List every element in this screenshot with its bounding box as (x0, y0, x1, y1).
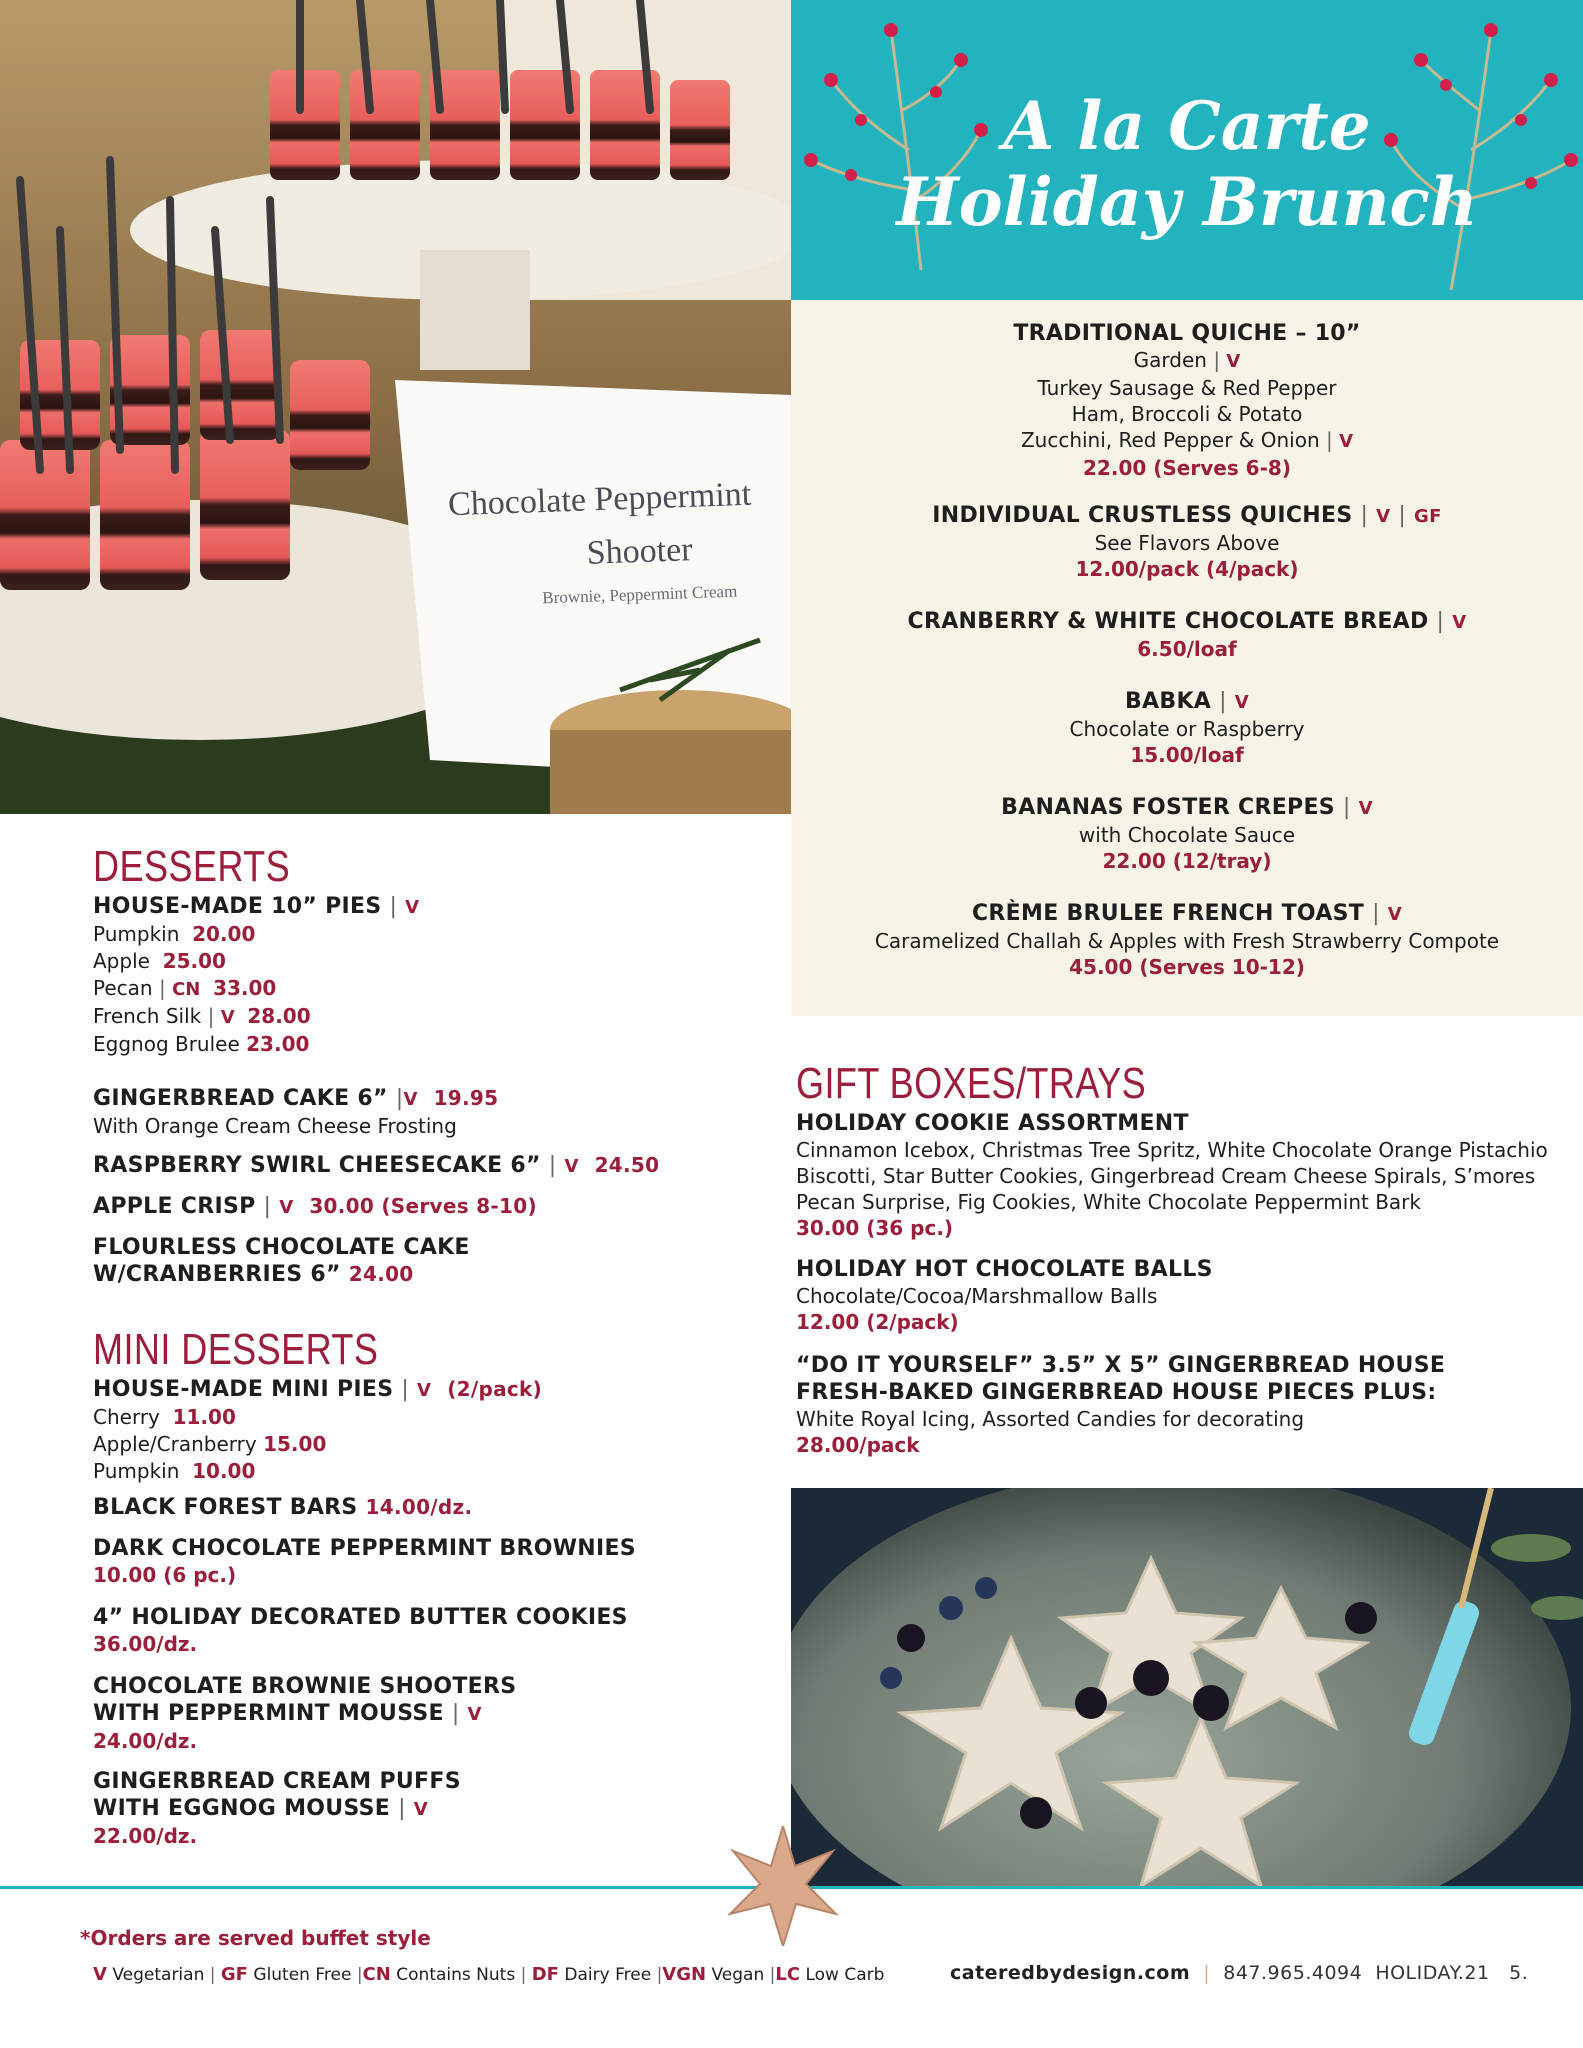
brownies-price: 10.00 (6 pc.) (93, 1563, 237, 1587)
cheesecake-item: RASPBERRY SWIRL CHEESECAKE 6” | V 24.50 (93, 1153, 660, 1178)
butter-cookies-item (93, 1604, 783, 1658)
mini-pies-item: HOUSE-MADE MINI PIES | V (2/pack) Cherry 11.00 Apple/Cranberry 15.00 Pumpkin 10.00 (93, 1377, 543, 1483)
shooters-photo-image (0, 0, 791, 814)
black-forest-item (93, 1494, 783, 1521)
flourless-title-line2: W/CRANBERRIES 6” (93, 1262, 341, 1287)
crustless-item: INDIVIDUAL CRUSTLESS QUICHES | V | GF See Flavors Above 12.00/pack (4/pack) (791, 502, 1583, 583)
cheesecake-title: RASPBERRY SWIRL CHEESECAKE 6” (93, 1153, 541, 1178)
vegetarian-tag: V (413, 1799, 428, 1820)
flourless-item (93, 1234, 783, 1288)
vegetarian-tag: V (220, 1007, 235, 1028)
mini-pies-pack: (2/pack) (447, 1377, 543, 1401)
quiche-title: TRADITIONAL QUICHE – 10” (1013, 321, 1361, 346)
hot-chocolate-desc: Chocolate/Cocoa/Marshmallow Balls (796, 1284, 1158, 1308)
cookie-assortment-line3: Pecan Surprise, Fig Cookies, White Chocolate Peppermint Bark (796, 1190, 1421, 1214)
babka-desc: Chocolate or Raspberry (1069, 717, 1305, 741)
legend-label: Contains Nuts (396, 1965, 516, 1985)
french-toast-item: CRÈME BRULEE FRENCH TOAST | V Caramelized Challah & Apples with Fresh Strawberry Compote 45.00 (Serves 10-12) (791, 900, 1583, 981)
shooters-item: CHOCOLATE BROWNIE SHOOTERS WITH PEPPERMINT MOUSSE | V 24.00/dz. (93, 1673, 783, 1755)
contains-nuts-tag: CN (172, 979, 201, 1000)
cheesecake-price: 24.50 (594, 1153, 660, 1177)
pies-item: HOUSE-MADE 10” PIES | V Pumpkin 20.00 Apple 25.00 Pecan | CN 33.00 French Silk | V 28.00 Eggnog Brulee 23.00 (93, 894, 420, 1056)
quiche-price: 22.00 (Serves 6-8) (1083, 456, 1291, 480)
crepes-price: 22.00 (12/tray) (1102, 849, 1272, 873)
legend-label: Dairy Free (564, 1965, 652, 1985)
gingerbread-cake-price: 19.95 (433, 1086, 499, 1110)
shooters-price: 24.00/dz. (93, 1729, 198, 1753)
star-ornament-icon (728, 1826, 838, 1946)
black-forest-price: 14.00/dz. (365, 1495, 473, 1519)
banner-title-line1: A la Carte (1003, 87, 1371, 165)
cream-puffs-price: 22.00/dz. (93, 1824, 198, 1848)
quiche-flavor-2: Turkey Sausage & Red Pepper (1037, 376, 1337, 400)
pie-pumpkin-price: 20.00 (192, 922, 256, 946)
gingerbread-house-price: 28.00/pack (796, 1433, 920, 1457)
gingerbread-cake-desc: With Orange Cream Cheese Frosting (93, 1114, 457, 1138)
cranberry-bread-title: CRANBERRY & WHITE CHOCOLATE BREAD (907, 609, 1429, 634)
footer-contact: cateredbydesign.com | 847.965.4094 HOLIDAY.21 5. (950, 1962, 1529, 1984)
mini-pies-title: HOUSE-MADE MINI PIES (93, 1377, 394, 1402)
butter-cookies-price: 36.00/dz. (93, 1632, 198, 1656)
shooters-photo (0, 0, 791, 814)
quiche-item: TRADITIONAL QUICHE – 10” Garden | V Turkey Sausage & Red Pepper Ham, Broccoli & Potato Zucchini, Red Pepper & Onion | V 22.00 (Serves 6-8) (791, 320, 1583, 482)
cookie-assortment-title: HOLIDAY COOKIE ASSORTMENT (796, 1111, 1189, 1136)
legend-code: V (93, 1964, 107, 1985)
vegetarian-tag: V (1234, 692, 1250, 713)
legend-code: LC (775, 1964, 801, 1985)
gift-heading: GIFT BOXES/TRAYS (796, 1059, 1147, 1108)
crustless-price: 12.00/pack (4/pack) (1075, 557, 1299, 581)
legend-label: Vegan (711, 1965, 765, 1985)
cream-puffs-item: GINGERBREAD CREAM PUFFS WITH EGGNOG MOUSSE | V 22.00/dz. (93, 1768, 783, 1850)
mini-desserts-heading: MINI DESSERTS (93, 1325, 379, 1374)
pie-apple-price: 25.00 (162, 949, 226, 973)
vegetarian-tag: V (1387, 904, 1402, 925)
gingerbread-cake-item: GINGERBREAD CAKE 6” |V 19.95 With Orange Cream Cheese Frosting (93, 1085, 783, 1139)
vegetarian-tag: V (1358, 798, 1373, 819)
cookie-assortment-line2: Biscotti, Star Butter Cookies, Gingerbread Cream Cheese Spirals, S’mores (796, 1164, 1536, 1188)
cream-puffs-title-line2: WITH EGGNOG MOUSSE (93, 1796, 391, 1821)
mini-pie-applecran-price: 15.00 (263, 1432, 327, 1456)
french-toast-title: CRÈME BRULEE FRENCH TOAST (971, 901, 1365, 926)
legend-label: Low Carb (805, 1965, 885, 1985)
gingerbread-house-title-line1: “DO IT YOURSELF” 3.5” X 5” GINGERBREAD HOUSE (796, 1353, 1446, 1378)
vegetarian-tag: V (564, 1156, 579, 1177)
apple-crisp-price: 30.00 (Serves 8-10) (309, 1194, 537, 1218)
desserts-heading: DESSERTS (93, 842, 291, 891)
buffet-note: *Orders are served buffet style (80, 1926, 431, 1950)
title-banner (791, 0, 1583, 300)
card-subtitle: Brownie, Peppermint Cream (542, 581, 738, 608)
pie-pecan: Pecan (93, 976, 153, 1000)
hot-chocolate-title: HOLIDAY HOT CHOCOLATE BALLS (796, 1257, 1213, 1282)
gluten-free-tag: GF (1414, 506, 1442, 527)
brunch-panel (791, 300, 1583, 1016)
pie-french-silk-price: 28.00 (247, 1004, 311, 1028)
vegetarian-tag: V (1226, 351, 1241, 372)
banner-title (791, 88, 1583, 240)
hot-chocolate-item (796, 1256, 1556, 1336)
star-cookies-photo-image (791, 1488, 1583, 1886)
vegetarian-tag: V (279, 1197, 294, 1218)
babka-item: BABKA | V Chocolate or Raspberry 15.00/loaf (791, 688, 1583, 769)
pies-title: HOUSE-MADE 10” PIES (93, 894, 382, 919)
quiche-flavor-4: Zucchini, Red Pepper & Onion (1020, 428, 1320, 452)
mini-pie-pumpkin-price: 10.00 (192, 1459, 256, 1483)
cookie-assortment-price: 30.00 (36 pc.) (796, 1216, 954, 1240)
cookie-assortment-item (796, 1110, 1556, 1242)
vegetarian-tag: V (1339, 431, 1354, 452)
gingerbread-cake-title: GINGERBREAD CAKE 6” (93, 1086, 388, 1111)
vegetarian-tag: V (403, 1089, 418, 1110)
butter-cookies-title: 4” HOLIDAY DECORATED BUTTER COOKIES (93, 1605, 628, 1630)
apple-crisp-title: APPLE CRISP (93, 1194, 256, 1219)
issue-label: HOLIDAY.21 (1375, 1962, 1490, 1984)
legend-label: Vegetarian (112, 1965, 205, 1985)
mini-pie-applecran: Apple/Cranberry (93, 1432, 257, 1456)
phone-number[interactable]: 847.965.4094 (1223, 1962, 1363, 1984)
banner-title-line2: Holiday Brunch (896, 163, 1478, 241)
legend-code: CN (362, 1964, 391, 1985)
legend-code: VGN (662, 1964, 707, 1985)
french-toast-desc: Caramelized Challah & Apples with Fresh Strawberry Compote (874, 929, 1500, 953)
shooters-title-line1: CHOCOLATE BROWNIE SHOOTERS (93, 1674, 517, 1699)
cookie-assortment-line1: Cinnamon Icebox, Christmas Tree Spritz, White Chocolate Orange Pistachio (796, 1138, 1548, 1162)
quiche-flavor-3: Ham, Broccoli & Potato (1071, 402, 1303, 426)
page-number: 5. (1509, 1962, 1529, 1984)
babka-title: BABKA (1124, 689, 1212, 714)
pie-apple: Apple (93, 949, 150, 973)
vegetarian-tag: V (1376, 506, 1391, 527)
dietary-legend: V Vegetarian | GF Gluten Free |CN Contains Nuts | DF Dairy Free |VGN Vegan |LC Low Carb (93, 1964, 885, 1985)
crustless-desc: See Flavors Above (1094, 531, 1280, 555)
star-cookies-photo (791, 1488, 1583, 1886)
gift-section (796, 1059, 1556, 1457)
cream-puffs-title-line1: GINGERBREAD CREAM PUFFS (93, 1769, 461, 1794)
hot-chocolate-price: 12.00 (2/pack) (796, 1310, 959, 1334)
brownies-title: DARK CHOCOLATE PEPPERMINT BROWNIES (93, 1536, 636, 1561)
french-toast-price: 45.00 (Serves 10-12) (1069, 955, 1305, 979)
legend-label: Gluten Free (253, 1965, 352, 1985)
card-title-line2: Shooter (586, 531, 694, 572)
legend-code: GF (220, 1964, 248, 1985)
crustless-title: INDIVIDUAL CRUSTLESS QUICHES (932, 503, 1353, 528)
mini-desserts-section (93, 1325, 783, 1848)
flourless-title-line1: FLOURLESS CHOCOLATE CAKE (93, 1235, 470, 1260)
pie-eggnog-price: 23.00 (246, 1032, 310, 1056)
vegetarian-tag: V (467, 1704, 482, 1725)
gingerbread-house-desc: White Royal Icing, Assorted Candies for decorating (796, 1407, 1305, 1431)
black-forest-title: BLACK FOREST BARS (93, 1495, 358, 1520)
quiche-garden: Garden (1133, 348, 1207, 372)
vegetarian-tag: V (1452, 612, 1467, 633)
pie-eggnog: Eggnog Brulee (93, 1032, 240, 1056)
crepes-item: BANANAS FOSTER CREPES | V with Chocolate Sauce 22.00 (12/tray) (791, 794, 1583, 875)
pie-pumpkin: Pumpkin (93, 922, 180, 946)
gingerbread-house-item (796, 1352, 1556, 1459)
legend-code: DF (531, 1964, 559, 1985)
cranberry-bread-item: CRANBERRY & WHITE CHOCOLATE BREAD | V 6.50/loaf (791, 608, 1583, 663)
cranberry-bread-price: 6.50/loaf (1137, 637, 1237, 661)
mini-pie-pumpkin: Pumpkin (93, 1459, 180, 1483)
website-link[interactable]: cateredbydesign.com (950, 1962, 1191, 1984)
pie-pecan-price: 33.00 (213, 976, 277, 1000)
card-title-line1: Chocolate Peppermint (447, 475, 752, 524)
brownies-item (93, 1535, 783, 1589)
shooters-title-line2: WITH PEPPERMINT MOUSSE (93, 1701, 444, 1726)
crepes-title: BANANAS FOSTER CREPES (1001, 795, 1335, 820)
mini-pie-cherry-price: 11.00 (172, 1405, 236, 1429)
gingerbread-house-title-line2: FRESH-BAKED GINGERBREAD HOUSE PIECES PLUS: (796, 1380, 1437, 1405)
babka-price: 15.00/loaf (1130, 743, 1244, 767)
desserts-section (93, 842, 783, 1287)
pie-french-silk: French Silk (93, 1004, 202, 1028)
flourless-price: 24.00 (348, 1262, 414, 1286)
vegetarian-tag: V (417, 1380, 432, 1401)
mini-pie-cherry: Cherry (93, 1405, 160, 1429)
vegetarian-tag: V (405, 897, 420, 918)
apple-crisp-item: APPLE CRISP | V 30.00 (Serves 8-10) (93, 1194, 537, 1219)
crepes-desc: with Chocolate Sauce (1078, 823, 1296, 847)
